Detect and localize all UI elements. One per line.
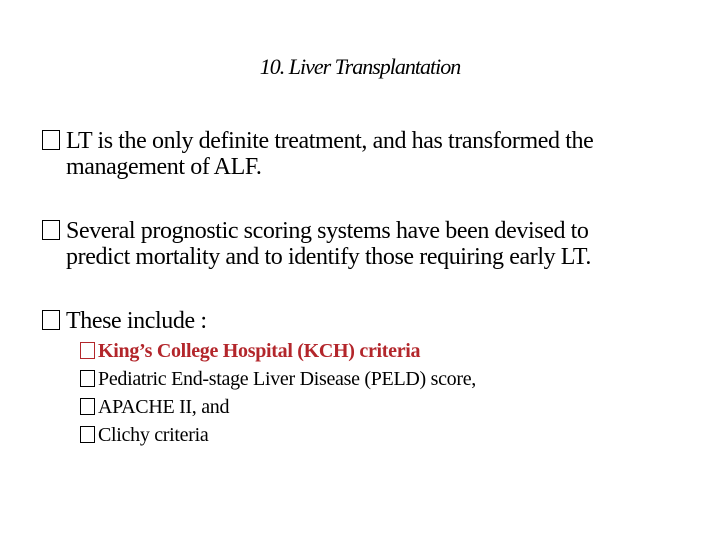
- bullet-these-include: [42, 308, 682, 334]
- bullet-box-icon: [42, 220, 60, 240]
- sub-item-text: Pediatric End-stage Liver Disease (PELD) score,: [98, 368, 476, 390]
- sub-item-text: Clichy criteria: [98, 424, 209, 446]
- bullet-lt-treatment: [42, 128, 682, 180]
- bullet-text-line2: management of ALF.: [66, 154, 262, 180]
- sub-item-clichy: [80, 424, 680, 446]
- bullet-text-line1: LT is the only definite treatment, and has transformed the: [66, 128, 594, 154]
- sub-bullet-box-icon: [80, 342, 95, 359]
- sub-item-kch-criteria: [80, 340, 680, 362]
- bullet-text-line1: Several prognostic scoring systems have been devised to: [66, 218, 589, 244]
- sub-bullet-box-icon: [80, 398, 95, 415]
- bullet-text-line2: predict mortality and to identify those requiring early LT.: [66, 244, 591, 270]
- bullet-box-icon: [42, 130, 60, 150]
- bullet-prognostic-systems: [42, 218, 682, 270]
- sub-item-text: King’s College Hospital (KCH) criteria: [98, 340, 421, 362]
- sub-bullet-box-icon: [80, 370, 95, 387]
- sub-item-text: APACHE II, and: [98, 396, 230, 418]
- bullet-box-icon: [42, 310, 60, 330]
- sub-bullet-box-icon: [80, 426, 95, 443]
- sub-item-peld-score: [80, 368, 680, 390]
- slide-title: 10. Liver Transplantation: [259, 54, 461, 79]
- bullet-text-line1: These include :: [66, 308, 207, 334]
- sub-item-apache: [80, 396, 680, 418]
